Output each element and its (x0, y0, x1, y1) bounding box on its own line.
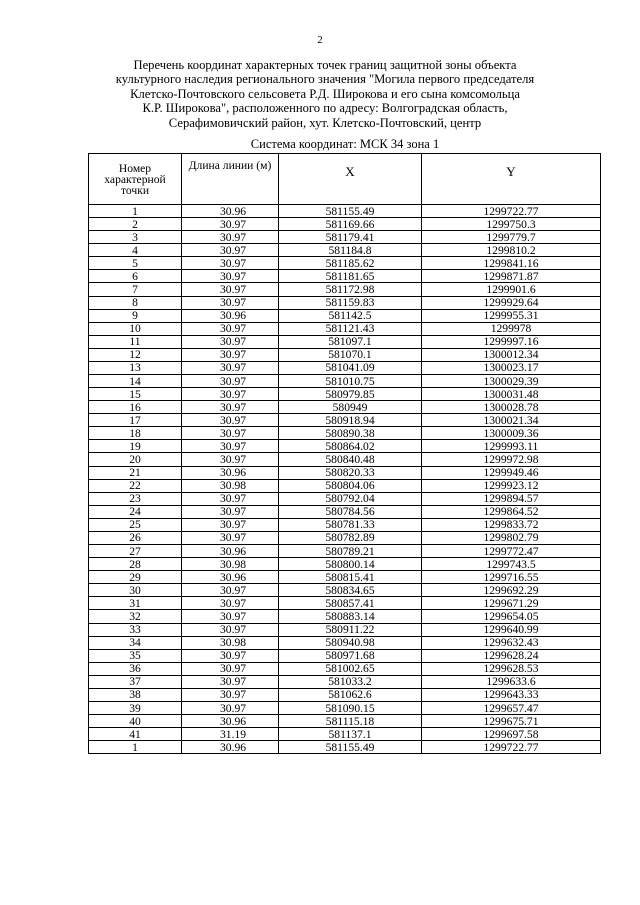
table-row (89, 558, 601, 571)
cell-y: 1299657.47 (422, 701, 601, 714)
cell-y: 1299640.99 (422, 623, 601, 636)
table-row (89, 244, 601, 257)
cell-y: 1299802.79 (422, 531, 601, 544)
cell-line-length: 30.97 (182, 584, 279, 597)
cell-y: 1299949.46 (422, 466, 601, 479)
cell-y: 1300023.17 (422, 361, 601, 374)
cell-line-length: 30.97 (182, 453, 279, 466)
cell-point-number: 16 (89, 401, 182, 414)
cell-y: 1300031.48 (422, 388, 601, 401)
cell-line-length: 30.97 (182, 283, 279, 296)
table-row (89, 518, 601, 531)
cell-line-length: 30.96 (182, 309, 279, 322)
table-row (89, 623, 601, 636)
table-row (89, 649, 601, 662)
cell-x: 580840.48 (279, 453, 422, 466)
table-row (89, 662, 601, 675)
cell-line-length: 30.97 (182, 597, 279, 610)
cell-x: 580781.33 (279, 518, 422, 531)
cell-x: 580857.41 (279, 597, 422, 610)
cell-point-number: 27 (89, 545, 182, 558)
cell-point-number: 22 (89, 479, 182, 492)
cell-y: 1300028.78 (422, 401, 601, 414)
cell-y: 1299671.29 (422, 597, 601, 610)
cell-x: 581172.98 (279, 283, 422, 296)
cell-y: 1299628.24 (422, 649, 601, 662)
cell-y: 1300021.34 (422, 414, 601, 427)
table-row (89, 218, 601, 231)
table-row (89, 701, 601, 714)
cell-x: 581041.09 (279, 361, 422, 374)
cell-line-length: 30.97 (182, 322, 279, 335)
table-row (89, 636, 601, 649)
cell-line-length: 30.97 (182, 375, 279, 388)
table-row (89, 715, 601, 728)
cell-point-number: 10 (89, 322, 182, 335)
cell-point-number: 33 (89, 623, 182, 636)
header-line-length: Длина линии (м) (182, 154, 279, 205)
cell-line-length: 30.97 (182, 348, 279, 361)
cell-point-number: 13 (89, 361, 182, 374)
cell-point-number: 29 (89, 571, 182, 584)
cell-x: 581062.6 (279, 688, 422, 701)
cell-point-number: 39 (89, 701, 182, 714)
cell-x: 581142.5 (279, 309, 422, 322)
cell-y: 1299997.16 (422, 335, 601, 348)
cell-x: 581169.66 (279, 218, 422, 231)
title-line: К.Р. Широкова", расположенного по адресу: Волгоградская область, (142, 101, 508, 116)
cell-y: 1299871.87 (422, 270, 601, 283)
cell-point-number: 4 (89, 244, 182, 257)
cell-y: 1299654.05 (422, 610, 601, 623)
cell-point-number: 2 (89, 218, 182, 231)
cell-x: 580883.14 (279, 610, 422, 623)
cell-y: 1299692.29 (422, 584, 601, 597)
cell-line-length: 31.19 (182, 728, 279, 741)
cell-point-number: 15 (89, 388, 182, 401)
title-line: Клетско-Почтовского сельсовета Р.Д. Широкова и его сына комсомольца (130, 86, 520, 101)
cell-line-length: 30.97 (182, 440, 279, 453)
table-row (89, 257, 601, 270)
cell-point-number: 35 (89, 649, 182, 662)
cell-x: 580804.06 (279, 479, 422, 492)
cell-y: 1299697.58 (422, 728, 601, 741)
cell-x: 580789.21 (279, 545, 422, 558)
cell-point-number: 31 (89, 597, 182, 610)
cell-point-number: 24 (89, 505, 182, 518)
table-row (89, 728, 601, 741)
cell-line-length: 30.97 (182, 244, 279, 257)
cell-line-length: 30.96 (182, 466, 279, 479)
cell-x: 580784.56 (279, 505, 422, 518)
cell-y: 1299833.72 (422, 518, 601, 531)
table-row (89, 296, 601, 309)
cell-line-length: 30.97 (182, 257, 279, 270)
cell-point-number: 17 (89, 414, 182, 427)
cell-line-length: 30.96 (182, 715, 279, 728)
cell-line-length: 30.97 (182, 518, 279, 531)
cell-y: 1299955.31 (422, 309, 601, 322)
cell-point-number: 8 (89, 296, 182, 309)
header-y: Y (422, 154, 601, 205)
cell-line-length: 30.97 (182, 231, 279, 244)
cell-x: 581181.65 (279, 270, 422, 283)
cell-y: 1299643.33 (422, 688, 601, 701)
cell-line-length: 30.96 (182, 545, 279, 558)
table-row (89, 427, 601, 440)
cell-line-length: 30.97 (182, 610, 279, 623)
table-row (89, 348, 601, 361)
cell-line-length: 30.98 (182, 479, 279, 492)
cell-x: 581155.49 (279, 741, 422, 754)
table-row (89, 584, 601, 597)
cell-point-number: 28 (89, 558, 182, 571)
cell-point-number: 18 (89, 427, 182, 440)
cell-line-length: 30.97 (182, 361, 279, 374)
cell-y: 1299779.7 (422, 231, 601, 244)
title-line: Перечень координат характерных точек границ защитной зоны объекта (133, 58, 517, 72)
cell-y: 1300012.34 (422, 348, 601, 361)
cell-line-length: 30.97 (182, 623, 279, 636)
cell-point-number: 1 (89, 741, 182, 754)
table-row (89, 688, 601, 701)
table-row (89, 597, 601, 610)
cell-x: 580782.89 (279, 531, 422, 544)
table-row (89, 283, 601, 296)
cell-y: 1299929.64 (422, 296, 601, 309)
header-x: X (279, 154, 422, 205)
cell-x: 581179.41 (279, 231, 422, 244)
cell-x: 581184.8 (279, 244, 422, 257)
cell-point-number: 25 (89, 518, 182, 531)
table-row (89, 231, 601, 244)
cell-y: 1299772.47 (422, 545, 601, 558)
cell-x: 580815.41 (279, 571, 422, 584)
cell-line-length: 30.97 (182, 531, 279, 544)
cell-x: 580800.14 (279, 558, 422, 571)
cell-point-number: 23 (89, 492, 182, 505)
cell-point-number: 34 (89, 636, 182, 649)
table-row (89, 270, 601, 283)
cell-x: 580940.98 (279, 636, 422, 649)
table-row (89, 335, 601, 348)
table-row (89, 479, 601, 492)
table-row (89, 610, 601, 623)
cell-point-number: 38 (89, 688, 182, 701)
cell-x: 581159.83 (279, 296, 422, 309)
cell-line-length: 30.97 (182, 688, 279, 701)
table-header-row (89, 154, 601, 205)
cell-line-length: 30.97 (182, 675, 279, 688)
cell-x: 580971.68 (279, 649, 422, 662)
cell-y: 1299841.16 (422, 257, 601, 270)
cell-x: 580820.33 (279, 466, 422, 479)
cell-line-length: 30.97 (182, 505, 279, 518)
cell-point-number: 6 (89, 270, 182, 283)
table-row (89, 466, 601, 479)
table-row (89, 440, 601, 453)
table-row (89, 388, 601, 401)
cell-y: 1299972.98 (422, 453, 601, 466)
cell-line-length: 30.97 (182, 401, 279, 414)
cell-line-length: 30.97 (182, 649, 279, 662)
cell-line-length: 30.97 (182, 701, 279, 714)
table-row (89, 401, 601, 414)
cell-y: 1299923.12 (422, 479, 601, 492)
cell-line-length: 30.97 (182, 296, 279, 309)
table-row (89, 361, 601, 374)
cell-x: 580918.94 (279, 414, 422, 427)
cell-y: 1299901.6 (422, 283, 601, 296)
cell-x: 581137.1 (279, 728, 422, 741)
cell-y: 1299993.11 (422, 440, 601, 453)
table-row (89, 309, 601, 322)
cell-point-number: 11 (89, 335, 182, 348)
cell-x: 580792.04 (279, 492, 422, 505)
cell-y: 1299675.71 (422, 715, 601, 728)
cell-point-number: 30 (89, 584, 182, 597)
cell-x: 581010.75 (279, 375, 422, 388)
table-row (89, 571, 601, 584)
document-title (60, 58, 590, 130)
cell-x: 581097.1 (279, 335, 422, 348)
cell-point-number: 12 (89, 348, 182, 361)
cell-x: 580949 (279, 401, 422, 414)
cell-point-number: 20 (89, 453, 182, 466)
cell-y: 1299864.52 (422, 505, 601, 518)
cell-line-length: 30.97 (182, 427, 279, 440)
cell-y: 1299632.43 (422, 636, 601, 649)
cell-point-number: 41 (89, 728, 182, 741)
cell-line-length: 30.97 (182, 335, 279, 348)
table-row (89, 322, 601, 335)
cell-y: 1299978 (422, 322, 601, 335)
cell-line-length: 30.97 (182, 414, 279, 427)
table-row (89, 741, 601, 754)
cell-y: 1299743.5 (422, 558, 601, 571)
cell-point-number: 21 (89, 466, 182, 479)
cell-line-length: 30.97 (182, 662, 279, 675)
cell-line-length: 30.98 (182, 558, 279, 571)
cell-x: 581070.1 (279, 348, 422, 361)
table-row (89, 675, 601, 688)
cell-line-length: 30.98 (182, 636, 279, 649)
title-line: культурного наследия регионального значения "Могила первого председателя (115, 72, 535, 87)
cell-line-length: 30.96 (182, 205, 279, 218)
header-point-number: Номер характерной точки (89, 154, 182, 205)
cell-line-length: 30.96 (182, 571, 279, 584)
cell-point-number: 5 (89, 257, 182, 270)
page-number: 2 (317, 34, 323, 46)
cell-y: 1299716.55 (422, 571, 601, 584)
cell-point-number: 36 (89, 662, 182, 675)
cell-x: 581155.49 (279, 205, 422, 218)
cell-y: 1300029.39 (422, 375, 601, 388)
cell-y: 1299810.2 (422, 244, 601, 257)
coordinate-system-label: Система координат: МСК 34 зона 1 (250, 137, 440, 151)
table-row (89, 205, 601, 218)
title-line: Серафимовичский район, хут. Клетско-Почтовский, центр (168, 115, 482, 130)
cell-x: 580834.65 (279, 584, 422, 597)
cell-x: 581121.43 (279, 322, 422, 335)
table-body (89, 205, 601, 754)
table-row (89, 531, 601, 544)
cell-point-number: 7 (89, 283, 182, 296)
cell-x: 581002.65 (279, 662, 422, 675)
cell-x: 580979.85 (279, 388, 422, 401)
cell-line-length: 30.97 (182, 270, 279, 283)
table-row (89, 492, 601, 505)
cell-line-length: 30.97 (182, 218, 279, 231)
coordinates-table (88, 153, 601, 754)
cell-y: 1300009.36 (422, 427, 601, 440)
cell-y: 1299894.57 (422, 492, 601, 505)
cell-point-number: 3 (89, 231, 182, 244)
cell-y: 1299722.77 (422, 741, 601, 754)
cell-x: 581090.15 (279, 701, 422, 714)
cell-line-length: 30.96 (182, 741, 279, 754)
cell-line-length: 30.97 (182, 492, 279, 505)
table-row (89, 545, 601, 558)
cell-y: 1299633.6 (422, 675, 601, 688)
cell-point-number: 14 (89, 375, 182, 388)
cell-x: 581033.2 (279, 675, 422, 688)
cell-point-number: 26 (89, 531, 182, 544)
cell-x: 580911.22 (279, 623, 422, 636)
table-row (89, 414, 601, 427)
cell-point-number: 32 (89, 610, 182, 623)
cell-point-number: 19 (89, 440, 182, 453)
cell-y: 1299722.77 (422, 205, 601, 218)
cell-point-number: 40 (89, 715, 182, 728)
cell-x: 581115.18 (279, 715, 422, 728)
cell-x: 581185.62 (279, 257, 422, 270)
cell-x: 580864.02 (279, 440, 422, 453)
cell-y: 1299628.53 (422, 662, 601, 675)
cell-line-length: 30.97 (182, 388, 279, 401)
cell-y: 1299750.3 (422, 218, 601, 231)
table-row (89, 505, 601, 518)
table-row (89, 375, 601, 388)
cell-point-number: 9 (89, 309, 182, 322)
cell-point-number: 1 (89, 205, 182, 218)
cell-point-number: 37 (89, 675, 182, 688)
cell-x: 580890.38 (279, 427, 422, 440)
table-row (89, 453, 601, 466)
